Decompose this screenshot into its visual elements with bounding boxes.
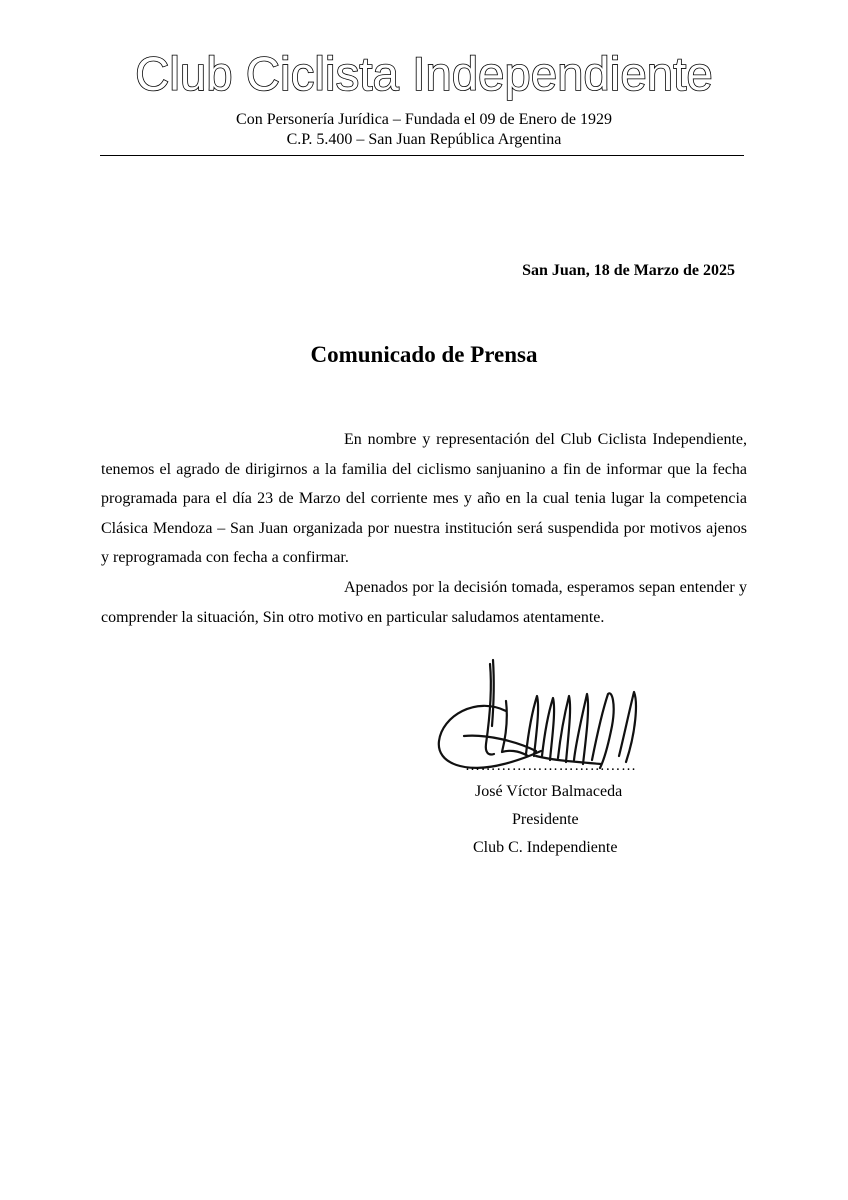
signature-dotted-line: …………………………… <box>465 758 637 774</box>
place-date: San Juan, 18 de Marzo de 2025 <box>522 262 735 279</box>
body-paragraph: Apenados por la decisión tomada, esperamos sepan entender y comprender la situación, Sin otro motivo en particular saludamos atentamente. <box>101 578 747 626</box>
letterhead-legal-line: Con Personería Jurídica – Fundada el 09 de Enero de 1929 <box>236 111 612 128</box>
document-body <box>101 425 747 632</box>
document-title: Comunicado de Prensa <box>310 342 538 367</box>
body-paragraph: En nombre y representación del Club Ciclista Independiente, tenemos el agrado de dirigirnos a la familia del ciclismo sanjuanino a fin de informar que la fecha programada para el día 23 de Marzo del corriente mes y año en la cual tenia lugar la competencia Clásica Mendoza – San Juan organizada por nuestra institución será suspendida por motivos ajenos y reprogramada con fecha a confirmar. <box>101 431 747 567</box>
signatory-organization: Club C. Independiente <box>473 839 618 856</box>
letterhead-divider <box>100 155 744 156</box>
letterhead-address-line: C.P. 5.400 – San Juan República Argentina <box>286 131 562 148</box>
letterhead-title: Club Ciclista Independiente <box>135 47 713 100</box>
signatory-role: Presidente <box>512 811 579 828</box>
signatory-name: José Víctor Balmaceda <box>475 783 623 800</box>
